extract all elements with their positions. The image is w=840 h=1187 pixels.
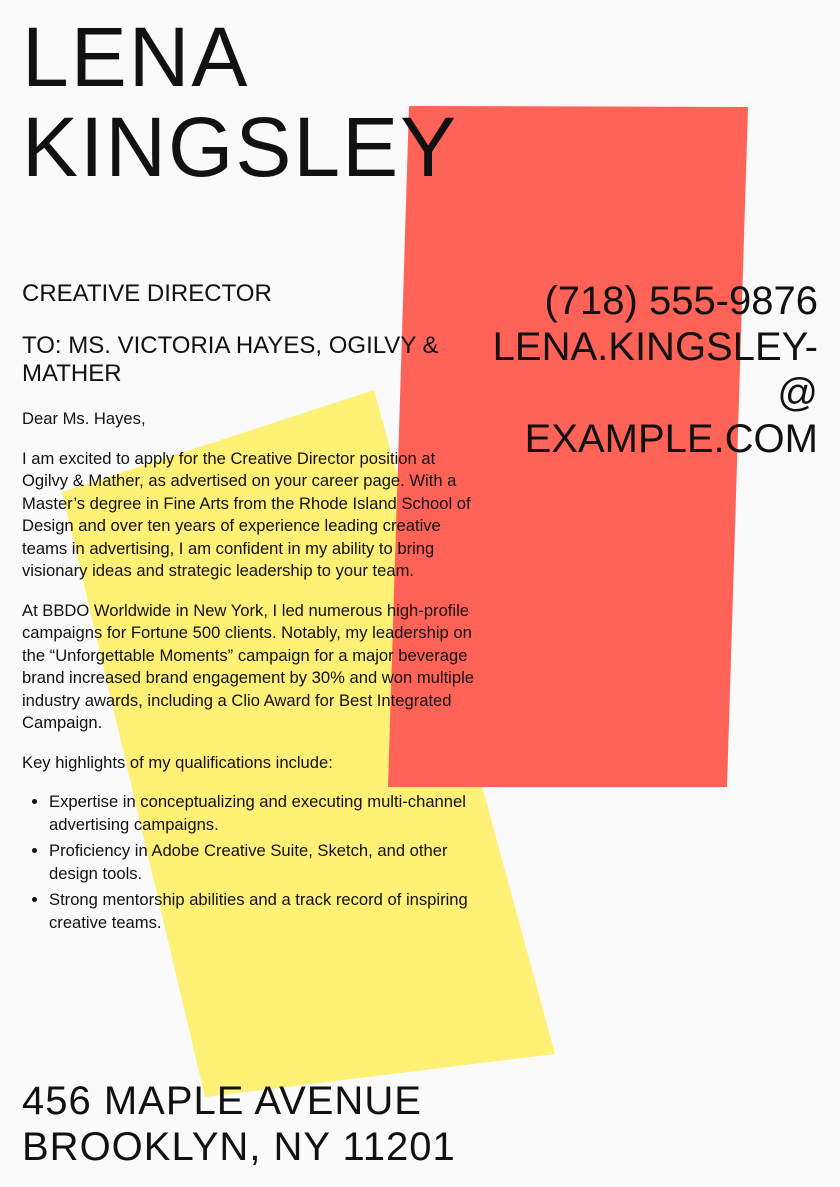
address-street: 456 MAPLE AVENUE [22,1079,422,1123]
email-part-2: @ [777,371,818,415]
highlights-list [22,791,482,934]
list-item: • Expertise in conceptualizing and executing multi-channel advertising campaigns. [49,791,482,836]
applicant-name [22,12,458,192]
name-first: LENA [22,10,250,104]
job-title: CREATIVE DIRECTOR [22,280,272,307]
recipient-line: TO: MS. VICTORIA HAYES, OGILVY & MATHER [22,332,439,387]
address-city: BROOKLYN, NY 11201 [22,1125,456,1169]
paragraph-experience: At BBDO Worldwide in New York, I led numerous high-profile campaigns for Fortune 500 clients. Notably, my leadership on the “Unforgettable Moments” campaign for a major beverage brand increased brand engagement by 30% and won multiple industry awards, including a Clio Award for Best Integrated Campaign. [22,600,475,732]
phone-number: (718) 555-9876 [544,279,818,323]
contact-info [493,278,818,462]
highlights-intro: Key highlights of my qualifications include: [22,752,333,772]
mailing-address [22,1078,456,1170]
email-part-1: LENA.KINGSLEY- [492,325,818,369]
email-part-3: EXAMPLE.COM [524,417,818,461]
letter-body [22,408,482,938]
salutation: Dear Ms. Hayes, [22,409,146,428]
name-last: KINGSLEY [22,100,459,194]
paragraph-intro: I am excited to apply for the Creative Director position at Ogilvy & Mather, as advertised on your career page. With a Master’s degree in Fine Arts from the Rhode Island School of Design and over ten years of experience leading creative teams in advertising, I am confident in my ability to bring visionary ideas and strategic leadership to your team. [22,448,471,580]
list-item: • Proficiency in Adobe Creative Suite, Sketch, and other design tools. [49,840,482,885]
list-item: • Strong mentorship abilities and a track record of inspiring creative teams. [49,889,482,934]
